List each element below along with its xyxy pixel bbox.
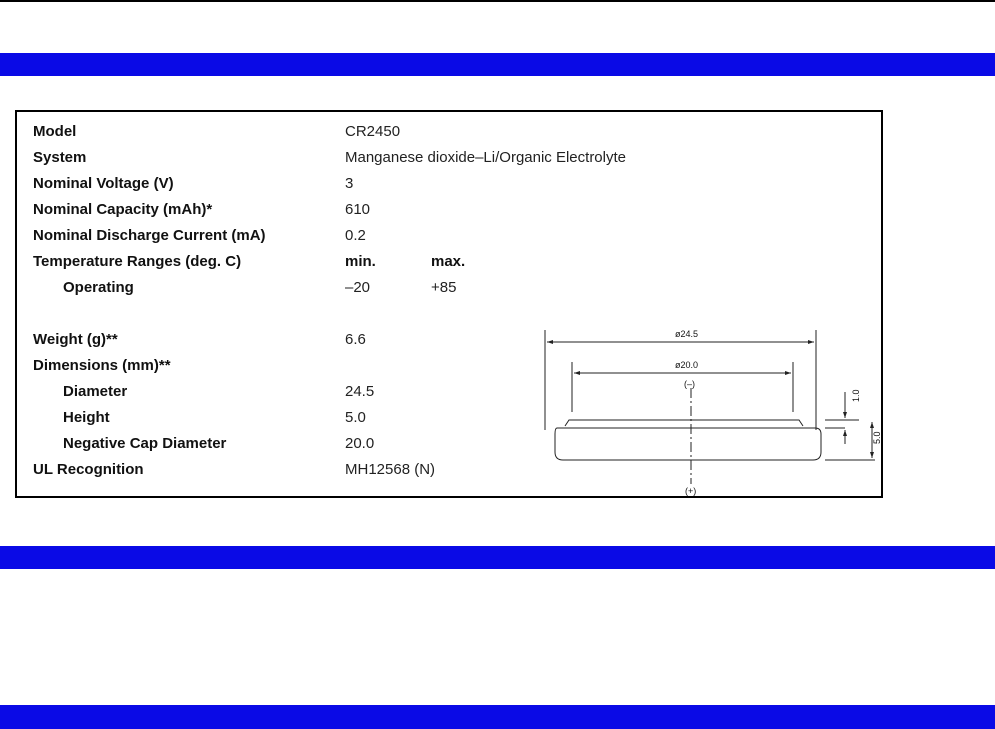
spec-value-diameter: 24.5: [345, 383, 375, 400]
spec-label-height: Height: [63, 409, 110, 426]
arrowhead: [808, 340, 814, 344]
spec-value-system: Manganese dioxide–Li/Organic Electrolyte: [345, 149, 626, 166]
arrowhead: [785, 371, 791, 375]
spec-value-operating-max: +85: [431, 279, 457, 296]
spec-label-diameter: Diameter: [63, 383, 128, 400]
negative-cap-outline: [565, 420, 803, 426]
arrowhead: [547, 340, 553, 344]
spec-label-ul-recognition: UL Recognition: [33, 461, 144, 478]
spec-label-capacity: Nominal Capacity (mAh)*: [33, 201, 213, 218]
spec-label-negative-cap-diameter: Negative Cap Diameter: [63, 435, 227, 452]
spec-value-weight: 6.6: [345, 331, 366, 348]
spec-value-ul-recognition: MH12568 (N): [345, 461, 436, 478]
section-header-band: [0, 546, 995, 569]
spec-value-voltage: 3: [345, 175, 354, 192]
spec-value-model: CR2450: [345, 123, 401, 140]
spec-table: [17, 112, 626, 496]
spec-value-negative-cap-diameter: 20.0: [345, 435, 375, 452]
battery-spec-panel: [15, 110, 883, 498]
positive-terminal-label: (+): [685, 486, 697, 496]
spec-header-min: min.: [345, 253, 376, 270]
spec-label-discharge-current: Nominal Discharge Current (mA): [33, 227, 266, 244]
section-header-band: [0, 705, 995, 729]
arrowhead: [574, 371, 580, 375]
total-height-label: 5.0: [872, 431, 882, 444]
negative-terminal-label: (–): [684, 379, 695, 389]
section-header-band: [0, 53, 995, 76]
spec-label-dimensions: Dimensions (mm)**: [33, 357, 171, 374]
spec-value-capacity: 610: [345, 201, 371, 218]
spec-label-model: Model: [33, 123, 77, 140]
spec-value-operating-min: –20: [345, 279, 371, 296]
outer-diameter-label: ø24.5: [675, 329, 699, 339]
spec-label-temperature-ranges: Temperature Ranges (deg. C): [33, 253, 242, 270]
arrowhead: [843, 430, 847, 436]
battery-can-outline: [555, 428, 821, 460]
spec-label-system: System: [33, 149, 87, 166]
spec-value-discharge-current: 0.2: [345, 227, 366, 244]
cap-diameter-label: ø20.0: [675, 360, 699, 370]
top-rule: [0, 0, 995, 2]
spec-label-weight: Weight (g)**: [33, 331, 118, 348]
arrowhead: [870, 452, 874, 458]
arrowhead: [843, 412, 847, 418]
spec-header-max: max.: [431, 253, 466, 270]
battery-cross-section-svg: [535, 322, 880, 494]
spec-value-height: 5.0: [345, 409, 366, 426]
arrowhead: [870, 422, 874, 428]
spec-label-operating: Operating: [63, 279, 134, 296]
battery-dimension-diagram: [535, 322, 880, 494]
cap-height-label: 1.0: [851, 389, 861, 402]
spec-label-voltage: Nominal Voltage (V): [33, 175, 174, 192]
